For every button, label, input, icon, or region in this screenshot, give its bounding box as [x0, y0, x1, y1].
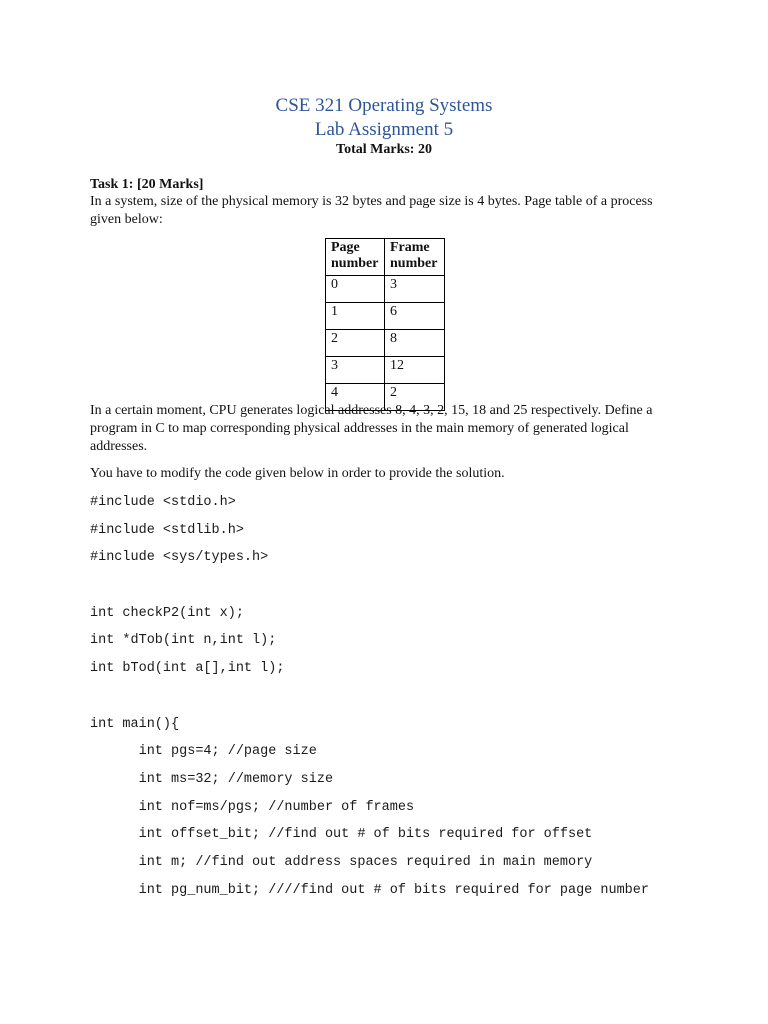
code-line: int m; //find out address spaces required in main memory [90, 854, 593, 870]
frame-number-header: Frame number [385, 239, 445, 276]
code-line: int pg_num_bit; ////find out # of bits required for page number [90, 882, 649, 898]
code-line: #include <sys/types.h> [90, 550, 269, 566]
frame-number-cell: 3 [385, 276, 445, 303]
course-title: CSE 321 Operating Systems [275, 95, 493, 116]
code-line [90, 572, 649, 600]
task-heading: Task 1: [20 Marks] [90, 177, 204, 192]
page-table-header-row [326, 239, 445, 276]
code-line: int offset_bit; //find out # of bits required for offset [90, 827, 593, 843]
frame-number-cell: 6 [385, 303, 445, 330]
page-table [325, 238, 445, 411]
code-line: int bTod(int a[],int l); [90, 661, 285, 677]
code-line: int ms=32; //memory size [90, 771, 334, 787]
code-line: int checkP2(int x); [90, 605, 244, 621]
task-intro-paragraph: In a system, size of the physical memory is 32 bytes and page size is 4 bytes. Page table of a process given below: [90, 194, 653, 227]
page-number-cell: 2 [326, 330, 385, 357]
page-number-cell: 3 [326, 357, 385, 384]
page-number-cell: 4 [326, 384, 385, 411]
frame-number-cell: 12 [385, 357, 445, 384]
code-line [90, 683, 649, 711]
frame-number-cell: 2 [385, 384, 445, 411]
code-line: int pgs=4; //page size [90, 744, 317, 760]
table-row [326, 276, 445, 303]
assignment-title: Lab Assignment 5 [314, 119, 454, 140]
code-line: #include <stdlib.h> [90, 522, 244, 538]
code-line: #include <stdio.h> [90, 495, 236, 510]
page-number-cell: 0 [326, 276, 385, 303]
logical-addresses-paragraph: In a certain moment, CPU generates logical addresses 8, 4, 3, 2, 15, 18 and 25 respectively. Define a program in C to map corresponding physical addresses in the main memory of generated logical addresses. [90, 403, 653, 454]
table-row [326, 330, 445, 357]
page-number-cell: 1 [326, 303, 385, 330]
table-row [326, 303, 445, 330]
code-line: int nof=ms/pgs; //number of frames [90, 799, 415, 815]
code-listing [90, 489, 649, 904]
table-row [326, 357, 445, 384]
instruction-paragraph: You have to modify the code given below in order to provide the solution. [90, 466, 505, 481]
page-number-header: Page number [326, 239, 385, 276]
total-marks: Total Marks: 20 [336, 142, 432, 157]
frame-number-cell: 8 [385, 330, 445, 357]
code-line: int *dTob(int n,int l); [90, 633, 277, 649]
code-line: int main(){ [90, 716, 180, 732]
